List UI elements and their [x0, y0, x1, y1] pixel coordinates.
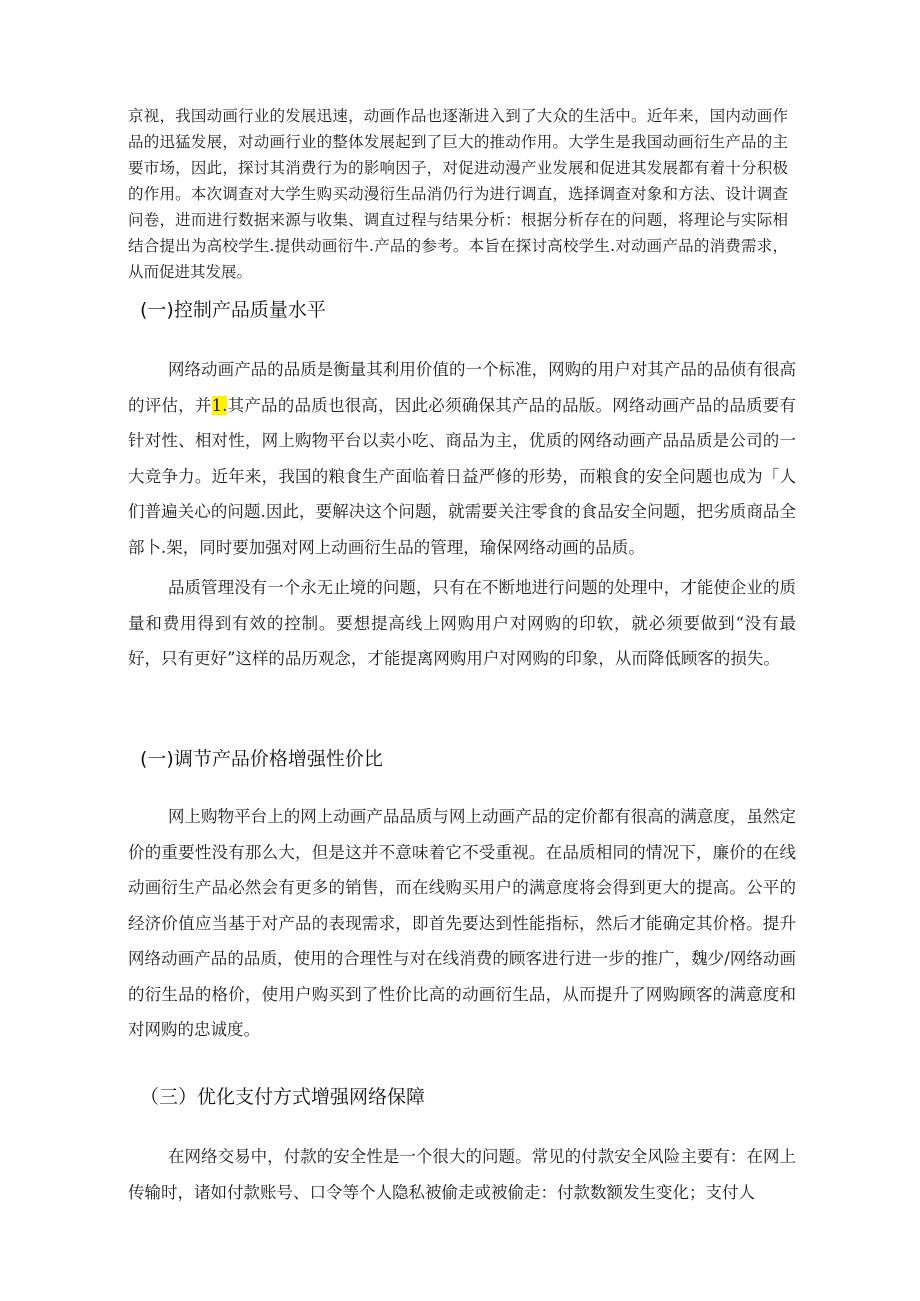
- highlighted-text: 1.: [211, 395, 228, 415]
- section2-paragraph-1: 网上购物平台上的网上动画产品品质与网上动画产品的定价都有很高的满意度，虽然定价的重要性没有那么大，但是这并不意味着它不受重视。在品质相同的情况下，廉价的在线动画衍生产品必然会有更多的销售，而在线购买用户的满意度将会得到更大的提高。公平的经济价值应当基于对产品的表现需求，即首先要达到性能指标，然后才能确定其价格。提升网络动画产品的品质，使用的合理性与对在线消费的顾客进行进一步的推广，魏少/网络动画的衍生品的格价，使用户购买到了性价比高的动画衍生品，从而提升了网购顾客的满意度和对网购的忠诚度。: [128, 807, 796, 1039]
- section1-p1-text-start: 网络动画产品的品质是衡量其利用价值的一个标准，网购的用户对其产品的品侦有很高的评估，并: [128, 360, 796, 415]
- section3-paragraph-1: 在网络交易中，付款的安全性是一个很大的问题。常见的付款安全风险主要有：在网上传输时，诸如付款账号、口令等个人隐私被偷走或被偷走：付款数额发生变化；支付人: [128, 1147, 796, 1202]
- section3-heading: （三）优化支付方式增强网络保障: [140, 1086, 426, 1108]
- section2-heading: (一)调节产品价格增强性价比: [140, 748, 383, 770]
- section1-p1-text-end: 其产品的品质也很高，因此必须确保其产品的品版。网络动画产品的品质要有针对性、相对性，网上购物平台以卖小吃、商品为主，优质的网络动画产品品质是公司的一大竞争力。近年来，我国的粮食生产面临着日益严修的形势，而粮食的安全问题也成为「人们普遍关心的问题.因此，要解决这个问题，就需要关注零食的食品安全问题，把劣质商品全部卜.架，同时要加强对网上动画衍生品的管理，瑜保网络动画的品质。: [128, 395, 797, 557]
- section1-paragraph-2: 品质管理没有一个永无止境的问题，只有在不断地进行问题的处理中，才能使企业的质量和费用得到有效的控制。要想提高线上网购用户对网购的印软，就必须要做到“没有最好，只有更好”这样的品历观念，才能提离网购用户对网购的印象，从而降低顾客的损失。: [128, 578, 796, 668]
- section1-paragraph-1: [128, 352, 796, 565]
- section1-heading: (一)控制产品质量水平: [140, 299, 326, 321]
- intro-paragraph: 京视，我国动画行业的发展迅速，动画作品也逐渐进入到了大众的生活中。近年来，国内动画作品的迅猛发展，对动画行业的整体发展起到了巨大的推动作用。大学生是我国动画衍生产品的主要市场，因此，探讨其消费行为的影响因子，对促进动漫产业发展和促进其发展都有着十分积极的作用。本次调查对大学生购买动漫衍生品消仍行为进行调直，选择调查对象和方法、设计调查问卷，进而进行数据来源与收集、调直过程与结果分析：根据分析存在的问题，将理论与实际相结合提出为高校学生.提供动画衍牛.产品的参考。本旨在探讨高校学生.对动画产品的消费需求，从而促进其发展。: [128, 107, 788, 281]
